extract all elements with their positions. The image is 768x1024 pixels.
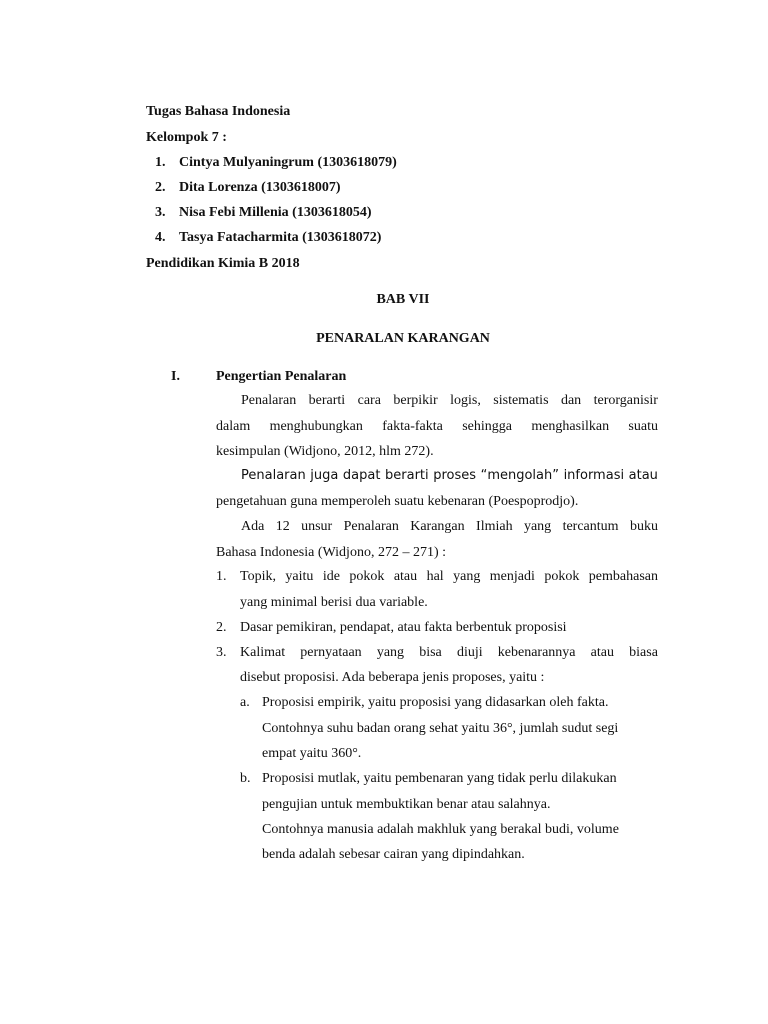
paragraph-line: pengetahuan guna memperoleh suatu kebenaran (Poespoprodjo).: [216, 494, 579, 509]
word: Topik,: [240, 569, 276, 584]
paragraph-line: kesimpulan (Widjono, 2012, hlm 272).: [216, 444, 434, 459]
member-name: Tasya Fatacharmita (1303618072): [179, 230, 382, 245]
word: unsur: [301, 519, 333, 534]
paragraph-line: [216, 418, 658, 436]
word: suatu: [628, 419, 658, 434]
word: Penalaran: [241, 393, 297, 408]
member-number: 2.: [155, 180, 166, 195]
word: yang: [453, 569, 481, 584]
list-item-number: 3.: [216, 645, 227, 660]
word: dapat: [342, 468, 381, 483]
word: pernyataan: [300, 645, 362, 660]
member-name: Nisa Febi Millenia (1303618054): [179, 205, 372, 220]
list-item-text: [240, 568, 658, 586]
section-title: Pengertian Penalaran: [216, 369, 347, 384]
word: 12: [275, 519, 290, 534]
word: berpikir: [393, 393, 438, 408]
word: sehingga: [462, 419, 512, 434]
word: Penalaran: [241, 468, 306, 483]
word: proses: [433, 468, 477, 483]
word: kebenarannya: [497, 645, 576, 660]
word: berarti: [385, 468, 429, 483]
word: dan: [560, 393, 582, 408]
word: yang: [376, 645, 405, 660]
sublist-item-text: Proposisi mutlak, yaitu pembenaran yang tidak perlu dilakukan: [262, 771, 617, 786]
sublist-item-text: pengujian untuk membuktikan benar atau salahnya.: [262, 797, 551, 812]
member-name: Dita Lorenza (1303618007): [179, 180, 341, 195]
program-label: Pendidikan Kimia B 2018: [146, 256, 300, 271]
paragraph-line: [241, 467, 658, 485]
section-number: I.: [171, 369, 180, 384]
word: menjadi: [489, 569, 535, 584]
sublist-item-text: Contohnya manusia adalah makhluk yang berakal budi, volume: [262, 822, 619, 837]
word: yaitu: [285, 569, 314, 584]
member-number: 3.: [155, 205, 166, 220]
chapter-label: BAB VII: [376, 292, 430, 307]
word: pokok: [349, 569, 385, 584]
word: biasa: [629, 645, 658, 660]
word: dalam: [216, 419, 251, 434]
word: Kalimat: [240, 645, 286, 660]
word: diuji: [456, 645, 483, 660]
word: atau: [393, 569, 418, 584]
list-item-text: yang minimal berisi dua variable.: [240, 595, 428, 610]
list-item-text: Dasar pemikiran, pendapat, atau fakta berbentuk proposisi: [240, 620, 567, 635]
group-label: Kelompok 7 :: [146, 130, 227, 145]
list-item-text: [240, 644, 658, 662]
course-title: Tugas Bahasa Indonesia: [146, 104, 291, 119]
word: hal: [426, 569, 444, 584]
list-item-number: 1.: [216, 569, 227, 584]
word: buku: [629, 519, 658, 534]
list-item-number: 2.: [216, 620, 227, 635]
word: Penalaran: [343, 519, 399, 534]
word: atau: [590, 645, 614, 660]
sublist-item-text: Contohnya suhu badan orang sehat yaitu 36°, jumlah sudut segi: [262, 721, 619, 736]
word: cara: [357, 393, 381, 408]
word: tercantum: [562, 519, 619, 534]
word: ide: [322, 569, 340, 584]
sublist-item-text: benda adalah sebesar cairan yang dipindahkan.: [262, 847, 525, 862]
member-name: Cintya Mulyaningrum (1303618079): [179, 155, 397, 170]
member-number: 4.: [155, 230, 166, 245]
word: yang: [523, 519, 552, 534]
word: bisa: [419, 645, 442, 660]
word: sistematis: [493, 393, 549, 408]
paragraph-line: Bahasa Indonesia (Widjono, 272 – 271) :: [216, 545, 447, 560]
member-number: 1.: [155, 155, 166, 170]
word: pokok: [544, 569, 580, 584]
word: menghubungkan: [269, 419, 363, 434]
sublist-item-letter: b.: [240, 771, 251, 786]
word: atau: [628, 468, 658, 483]
word: terorganisir: [593, 393, 658, 408]
word: informasi: [563, 468, 625, 483]
word: berarti: [308, 393, 346, 408]
word: “mengolah”: [480, 468, 559, 483]
word: Ilmiah: [476, 519, 513, 534]
word: Ada: [241, 519, 265, 534]
sublist-item-text: Proposisi empirik, yaitu proposisi yang didasarkan oleh fakta.: [262, 695, 609, 710]
sublist-item-letter: a.: [240, 695, 250, 710]
word: menghasilkan: [531, 419, 610, 434]
word: logis,: [450, 393, 481, 408]
paragraph-line: [241, 518, 658, 536]
sublist-item-text: empat yaitu 360°.: [262, 746, 362, 761]
word: fakta-fakta: [382, 419, 443, 434]
word: pembahasan: [588, 569, 658, 584]
chapter-title: PENARALAN KARANGAN: [316, 331, 490, 346]
word: juga: [310, 468, 339, 483]
list-item-text: disebut proposisi. Ada beberapa jenis proposes, yaitu :: [240, 670, 545, 685]
word: Karangan: [410, 519, 465, 534]
paragraph-line: [241, 392, 658, 410]
